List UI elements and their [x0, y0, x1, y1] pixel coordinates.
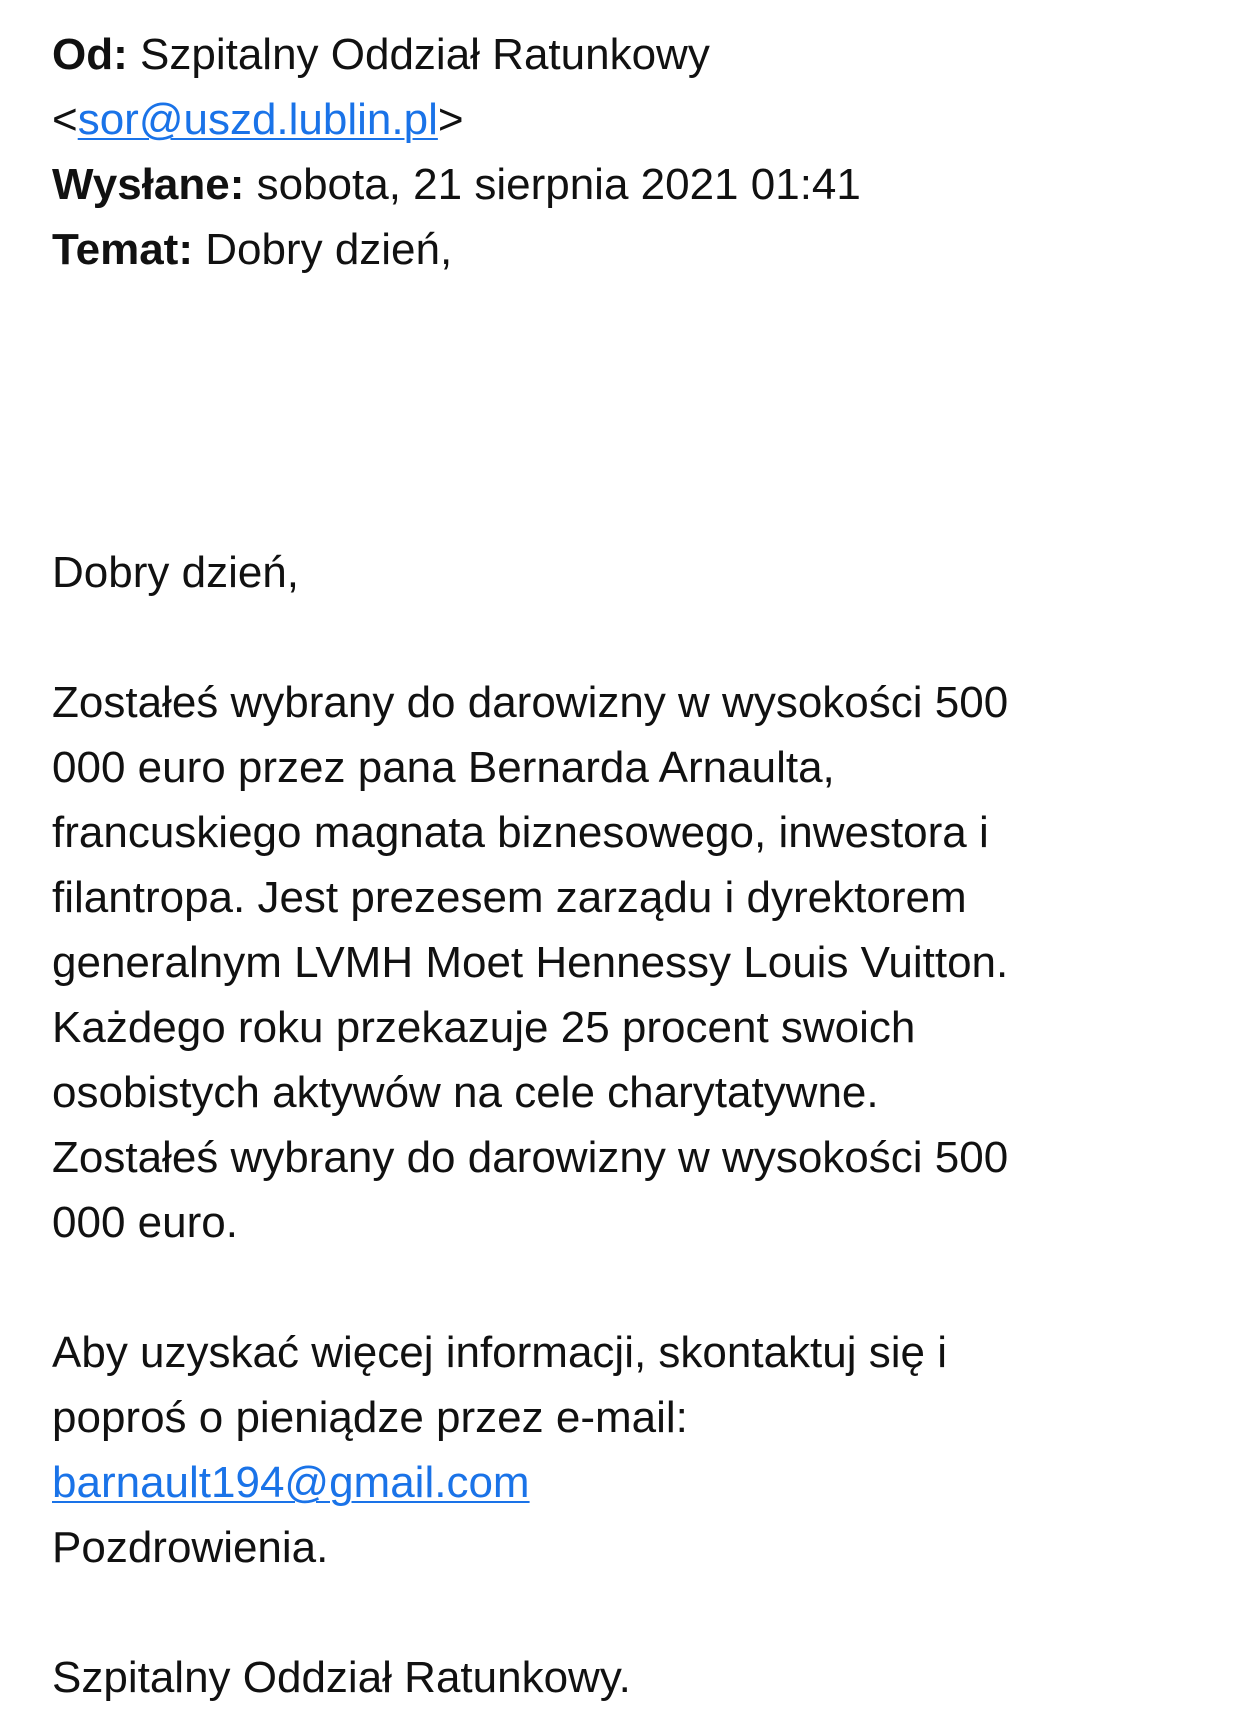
paragraph-line: generalnym LVMH Moet Hennessy Louis Vuitton.: [52, 938, 1009, 987]
paragraph-line: filantropa. Jest prezesem zarządu i dyrektorem: [52, 873, 967, 922]
email-header: [52, 22, 1222, 282]
email-body: [52, 540, 1227, 1710]
signature: Szpitalny Oddział Ratunkowy.: [52, 1653, 631, 1702]
paragraph-line: francuskiego magnata biznesowego, inwestora i: [52, 808, 989, 857]
paragraph-line: 000 euro przez pana Bernarda Arnaulta,: [52, 743, 835, 792]
from-line: [52, 22, 1222, 87]
sent-label: Wysłane:: [52, 160, 245, 209]
subject-value: Dobry dzień,: [205, 225, 453, 274]
contact-email-link[interactable]: barnault194@gmail.com: [52, 1458, 530, 1507]
paragraph-line: Każdego roku przekazuje 25 procent swoich: [52, 1003, 916, 1052]
paragraph-line: Aby uzyskać więcej informacji, skontaktuj się i: [52, 1328, 947, 1377]
paragraph-line: Zostałeś wybrany do darowizny w wysokości 500: [52, 1133, 1009, 1182]
paragraph-line: poproś o pieniądze przez e-mail:: [52, 1393, 688, 1442]
regards: Pozdrowienia.: [52, 1523, 329, 1572]
sent-line: [52, 152, 1222, 217]
paragraph-line: osobistych aktywów na cele charytatywne.: [52, 1068, 879, 1117]
from-email-line: [52, 87, 1222, 152]
from-email-open-bracket: <: [52, 95, 78, 144]
from-email-link[interactable]: sor@uszd.lublin.pl: [77, 95, 438, 144]
subject-label: Temat:: [52, 225, 193, 274]
paragraph-contact: [52, 1320, 1227, 1580]
from-name: Szpitalny Oddział Ratunkowy: [140, 30, 710, 79]
subject-line: [52, 217, 1222, 282]
paragraph-line: 000 euro.: [52, 1198, 238, 1247]
from-email-close-bracket: >: [437, 95, 464, 144]
paragraph-line: Zostałeś wybrany do darowizny w wysokości 500: [52, 678, 1009, 727]
greeting: Dobry dzień,: [52, 548, 300, 597]
sent-value: sobota, 21 sierpnia 2021 01:41: [256, 160, 861, 209]
paragraph-donation: [52, 670, 1227, 1255]
from-label: Od:: [52, 30, 128, 79]
